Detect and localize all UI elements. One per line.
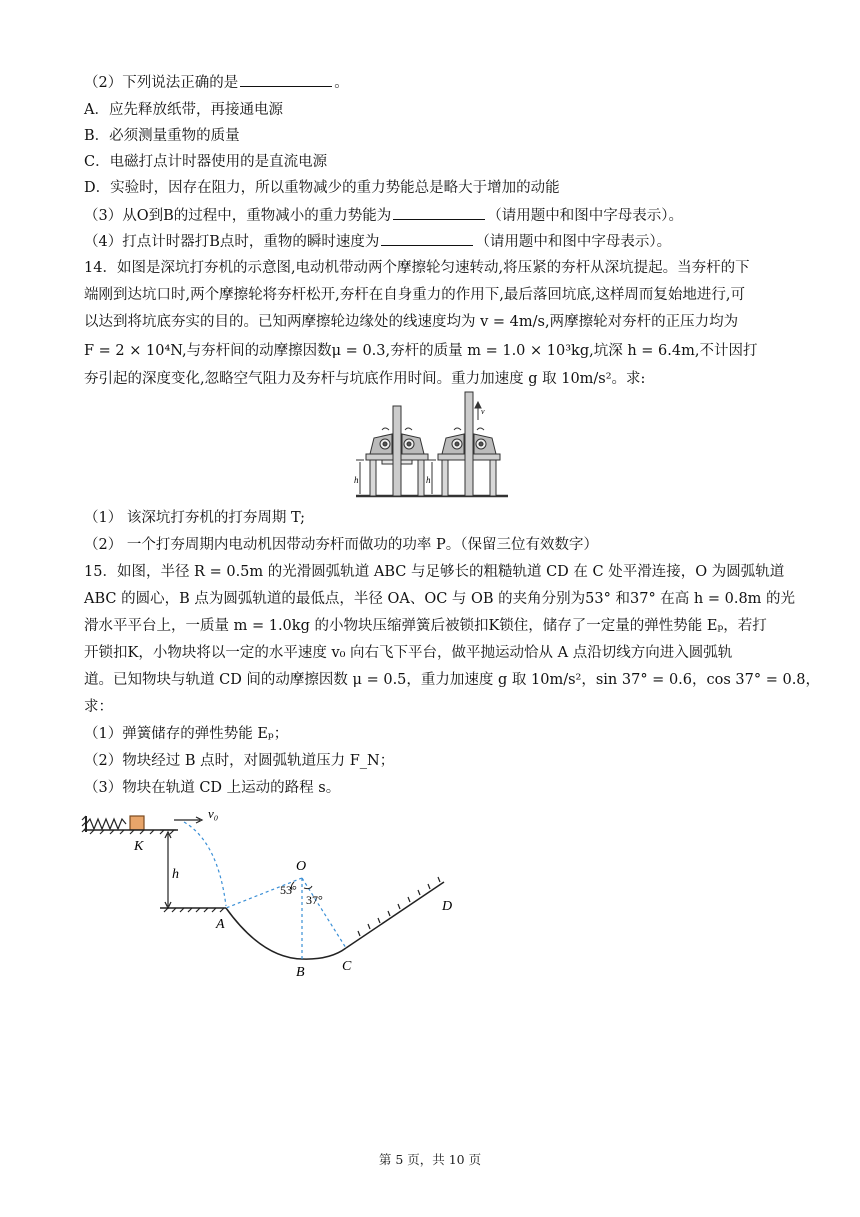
q13-part2-stem: （2）下列说法正确的是 [84,75,239,91]
fig-label-c: C [342,959,352,974]
q14-text-3: 以达到将坑底夯实的目的。已知两摩擦轮边缘处的线速度均为 v = 4m/s,两摩擦轮对夯杆的正压力均为 [84,314,739,330]
q14-text-2: 端刚到达坑口时,两个摩擦轮将夯杆松开,夯杆在自身重力的作用下,最后落回坑底,这样周而复始地进行,可 [84,287,746,303]
q14-text-1: 14．如图是深坑打夯机的示意图,电动机带动两个摩擦轮匀速转动,将压紧的夯杆从深坑提起。当夯杆的下 [84,260,750,276]
q13-part3-stem: （3）从O到B的过程中，重物减小的重力势能为 [84,208,392,224]
q15-sub2: （2）物块经过 B 点时，对圆弧轨道压力 F_N； [84,753,395,769]
fig-label-h-right: h [426,475,431,485]
q15-text-4: 开锁扣K，小物块将以一定的水平速度 v₀ 向右飞下平台，做平抛运动恰从 A 点沿切线方向进入圆弧轨 [84,645,733,661]
q14-text-5: 夯引起的深度变化,忽略空气阻力及夯杆与坑底作用时间。重力加速度 g 取 10m/s²。求: [84,371,646,387]
q13-part3-end: （请用题中和图中字母表示）。 [487,208,684,224]
q13-option-d: D．实验时，因存在阻力，所以重物减少的重力势能总是略大于增加的动能 [84,180,560,196]
q13-part4-end: （请用题中和图中字母表示）。 [475,234,672,250]
q15-text-5: 道。已知物块与轨道 CD 间的动摩擦因数 μ = 0.5，重力加速度 g 取 10m/s²，sin 37° = 0.6，cos 37° = 0.8， [84,672,821,688]
q13-option-c: C．电磁打点计时器使用的是直流电源 [84,154,328,170]
q15-text-3: 滑水平平台上，一质量 m = 1.0kg 的小物块压缩弹簧后被锁扣K锁住，储存了一定量的弹性势能 Eₚ，若打 [84,618,767,634]
page-footer: 第 5 页，共 10 页 [378,1152,482,1167]
q14-sub1: （1） 该深坑打夯机的打夯周期 T; [84,510,305,526]
answer-blank [393,205,485,220]
q13-part2 [84,72,784,93]
fig-label-v: v [481,407,485,416]
fig-label-v0: v₀ [208,806,219,821]
q13-part4 [84,231,784,252]
tamping-machine-figure [352,390,512,502]
q13-option-b: B．必须测量重物的质量 [84,128,240,144]
fig-label-o: O [296,859,307,874]
q15-text-1: 15．如图，半径 R = 0.5m 的光滑圆弧轨道 ABC 与足够长的粗糙轨道 CD 在 C 处平滑连接，O 为圆弧轨道 [84,564,785,580]
q13-part2-end: 。 [334,75,349,91]
q13-part4-stem: （4）打点计时器打B点时，重物的瞬时速度为 [84,234,380,250]
fig-label-b: B [296,965,305,980]
q13-part3 [84,205,784,226]
q15-text-2: ABC 的圆心，B 点为圆弧轨道的最低点，半径 OA、OC 与 OB 的夹角分别为53° 和37° 在高 h = 0.8m 的光 [84,591,796,607]
answer-blank [240,72,332,87]
q15-sub3: （3）物块在轨道 CD 上运动的路程 s。 [84,780,341,796]
fig-label-k: K [134,839,144,854]
answer-blank [381,231,473,246]
q14-text-4: F = 2 × 10⁴N,与夯杆间的动摩擦因数μ = 0.3,夯杆的质量 m = 1.0 × 10³kg,坑深 h = 6.4m,不计因打 [84,343,758,359]
fig-label-d: D [442,899,453,914]
fig-label-53: 53° [280,883,297,897]
q13-option-a: A．应先释放纸带，再接通电源 [84,102,283,118]
fig-label-h: h [172,867,179,882]
arc-track-figure [80,802,480,982]
fig-label-a: A [216,917,225,932]
q14-sub2: （2） 一个打夯周期内电动机因带动夯杆而做功的功率 P。（保留三位有效数字） [84,537,598,553]
q15-sub1: （1）弹簧储存的弹性势能 Eₚ； [84,726,289,742]
q15-text-6: 求： [84,699,113,715]
fig-label-37: 37° [306,893,323,907]
fig-label-h-left: h [354,475,359,485]
